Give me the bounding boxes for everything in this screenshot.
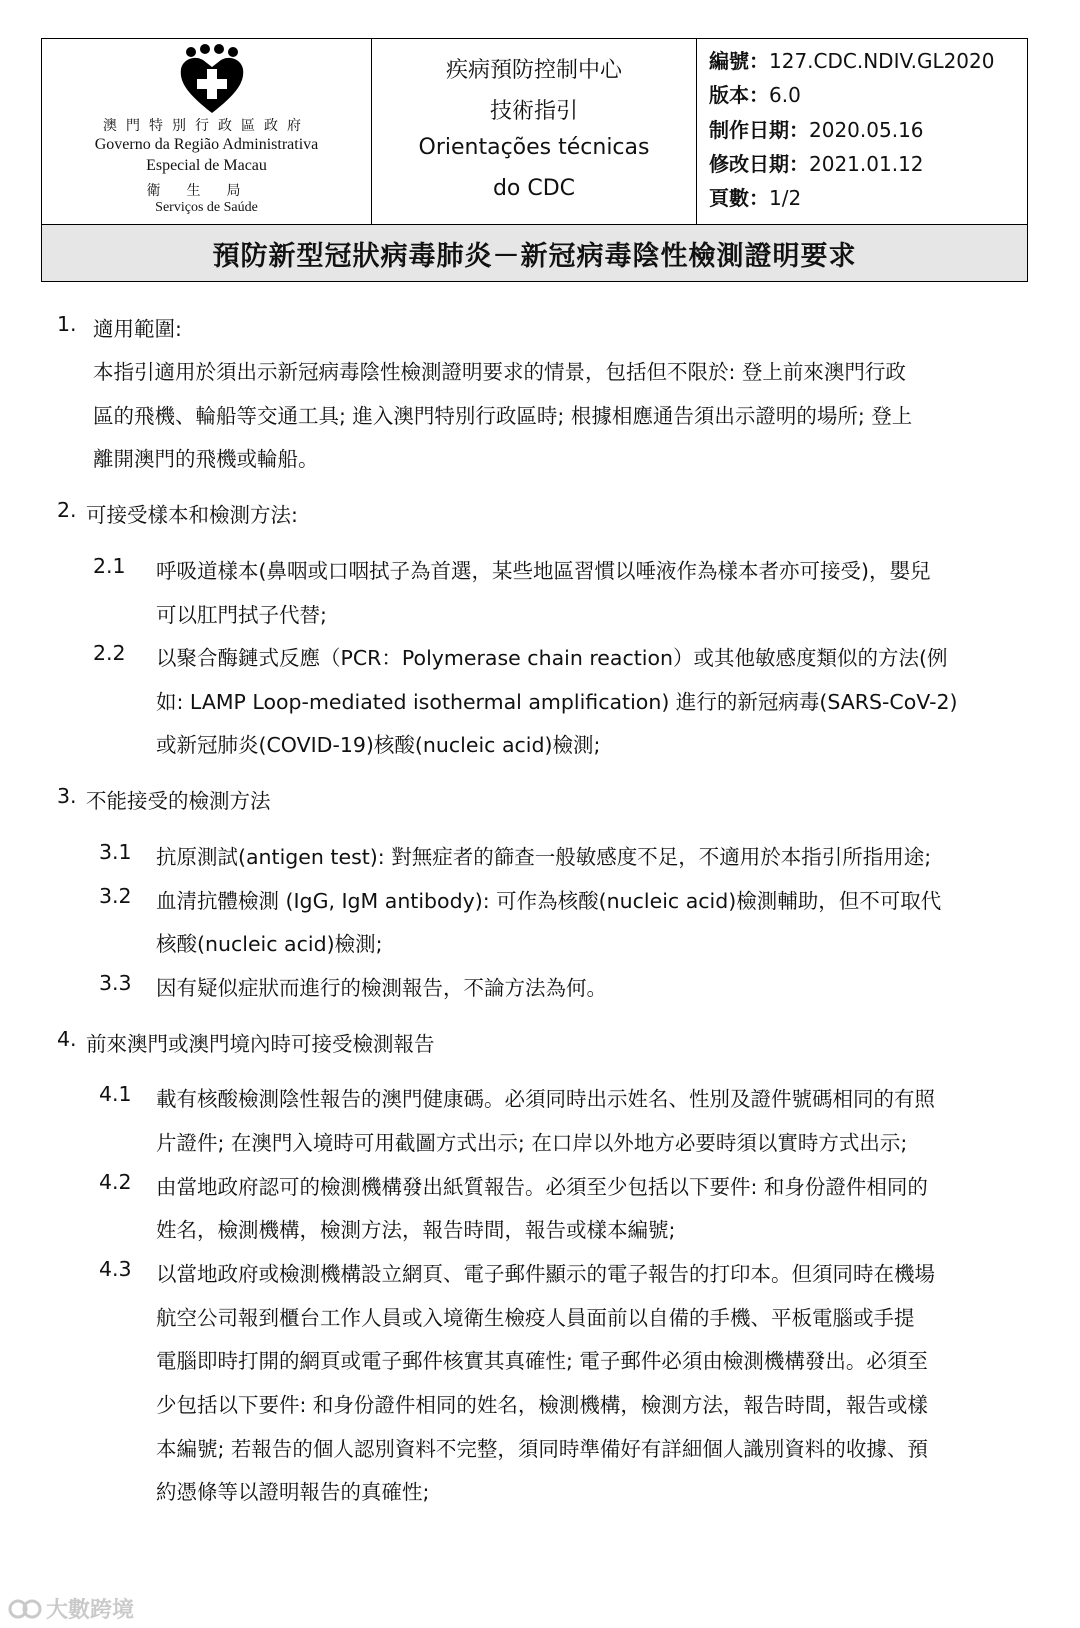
- item-4-2-number: 4.2: [99, 1170, 132, 1194]
- item-3-1-number: 3.1: [99, 840, 132, 864]
- section-1-heading: 適用範圍:: [93, 317, 182, 341]
- item-4-3-line: 少包括以下要件: 和身份證件相同的姓名，檢測機構，檢測方法，報告時間，報告或樣: [156, 1393, 928, 1417]
- section-2-heading: 可接受樣本和檢測方法:: [86, 503, 298, 527]
- item-4-2-line: 姓名，檢測機構，檢測方法，報告時間，報告或樣本編號;: [156, 1218, 676, 1242]
- section-3-number: 3.: [57, 784, 77, 808]
- section-1-line: 離開澳門的飛機或輪船。: [93, 447, 319, 471]
- item-2-1-line: 可以肛門拭子代替;: [156, 603, 327, 627]
- item-3-1-line: 抗原測試(antigen test): 對無症者的篩查一般敏感度不足，不適用於本指引所指用途;: [156, 845, 932, 869]
- section-1-line: 本指引適用於須出示新冠病毒陰性檢測證明要求的情景，包括但不限於: 登上前來澳門行政: [93, 360, 906, 384]
- item-4-3-line: 以當地政府或檢測機構設立網頁、電子郵件顯示的電子報告的打印本。但須同時在機場: [156, 1262, 935, 1286]
- section-3-heading: 不能接受的檢測方法: [86, 789, 271, 813]
- item-3-2-number: 3.2: [99, 884, 132, 908]
- item-3-3-line: 因有疑似症狀而進行的檢測報告，不論方法為何。: [156, 976, 607, 1000]
- meta-created: 制作日期：2020.05.16: [709, 118, 924, 142]
- health-bureau-logo-icon: [177, 43, 247, 115]
- dept-name-pt: Serviços de Saúde: [155, 200, 258, 215]
- item-4-3-line: 電腦即時打開的網頁或電子郵件核實其真確性; 電子郵件必須由檢測機構發出。必須至: [156, 1349, 928, 1373]
- item-4-1-line: 載有核酸檢測陰性報告的澳門健康碼。必須同時出示姓名、性別及證件號碼相同的有照: [156, 1087, 935, 1111]
- watermark: [8, 1593, 134, 1624]
- item-4-3-number: 4.3: [99, 1257, 132, 1281]
- watermark-logo-icon: [8, 1597, 42, 1621]
- item-3-2-line: 核酸(nucleic acid)檢測;: [156, 932, 383, 956]
- org-name-pt-2: Especial de Macau: [146, 157, 267, 174]
- meta-version: 版本：6.0: [709, 83, 801, 107]
- section-4-number: 4.: [57, 1027, 77, 1051]
- center-cell: [372, 39, 697, 224]
- section-1-line: 區的飛機、輪船等交通工具; 進入澳門特別行政區時; 根據相應通告須出示證明的場所; 登上: [93, 404, 913, 428]
- item-2-2-line: 或新冠肺炎(COVID-19)核酸(nucleic acid)檢測;: [156, 733, 601, 757]
- meta-modified: 修改日期：2021.01.12: [709, 152, 924, 176]
- item-4-1-number: 4.1: [99, 1082, 132, 1106]
- item-2-2-number: 2.2: [93, 641, 126, 665]
- item-4-3-line: 約憑條等以證明報告的真確性;: [156, 1480, 430, 1504]
- section-2-number: 2.: [57, 498, 77, 522]
- org-name-pt-1: Governo da Região Administrativa: [94, 136, 319, 153]
- meta-cell: [697, 39, 1029, 224]
- center-title-zh: 疾病預防控制中心: [445, 58, 622, 83]
- item-4-2-line: 由當地政府認可的檢測機構發出紙質報告。必須至少包括以下要件: 和身份證件相同的: [156, 1175, 928, 1199]
- document-title: 預防新型冠狀病毒肺炎－新冠病毒陰性檢測證明要求: [42, 224, 1027, 281]
- document-header: [41, 38, 1028, 282]
- section-4-heading: 前來澳門或澳門境內時可接受檢測報告: [86, 1032, 435, 1056]
- meta-code: 編號：127.CDC.NDIV.GL2020: [709, 49, 995, 73]
- center-name-pt: do CDC: [492, 176, 576, 201]
- item-2-1-line: 呼吸道樣本(鼻咽或口咽拭子為首選，某些地區習慣以唾液作為樣本者亦可接受)，嬰兒: [156, 559, 931, 583]
- guideline-label-zh: 技術指引: [489, 99, 578, 124]
- item-3-2-line: 血清抗體檢測 (IgG, IgM antibody): 可作為核酸(nucleic acid)檢測輔助，但不可取代: [156, 889, 942, 913]
- item-4-1-line: 片證件; 在澳門入境時可用截圖方式出示; 在口岸以外地方必要時須以實時方式出示;: [156, 1131, 908, 1155]
- item-3-3-number: 3.3: [99, 971, 132, 995]
- watermark-text: 大數跨境: [46, 1598, 135, 1623]
- item-2-2-line: 如: LAMP Loop-mediated isothermal amplification) 進行的新冠病毒(SARS-CoV-2): [156, 690, 958, 714]
- item-4-3-line: 航空公司報到櫃台工作人員或入境衛生檢疫人員面前以自備的手機、平板電腦或手提: [156, 1306, 915, 1330]
- guideline-label-pt: Orientações técnicas: [418, 135, 650, 160]
- dept-name-zh: 衛生局: [146, 184, 267, 199]
- logo-cell: [42, 39, 372, 224]
- section-1-number: 1.: [57, 312, 77, 336]
- item-2-1-number: 2.1: [93, 554, 126, 578]
- meta-pages: 頁數：1/2: [709, 186, 802, 210]
- org-name-zh: 澳門特別行政區政府: [103, 119, 310, 134]
- item-2-2-line: 以聚合酶鏈式反應（PCR：Polymerase chain reaction）或其他敏感度類似的方法(例: [156, 646, 948, 670]
- item-4-3-line: 本編號; 若報告的個人認別資料不完整，須同時準備好有詳細個人識別資料的收據、預: [156, 1437, 928, 1461]
